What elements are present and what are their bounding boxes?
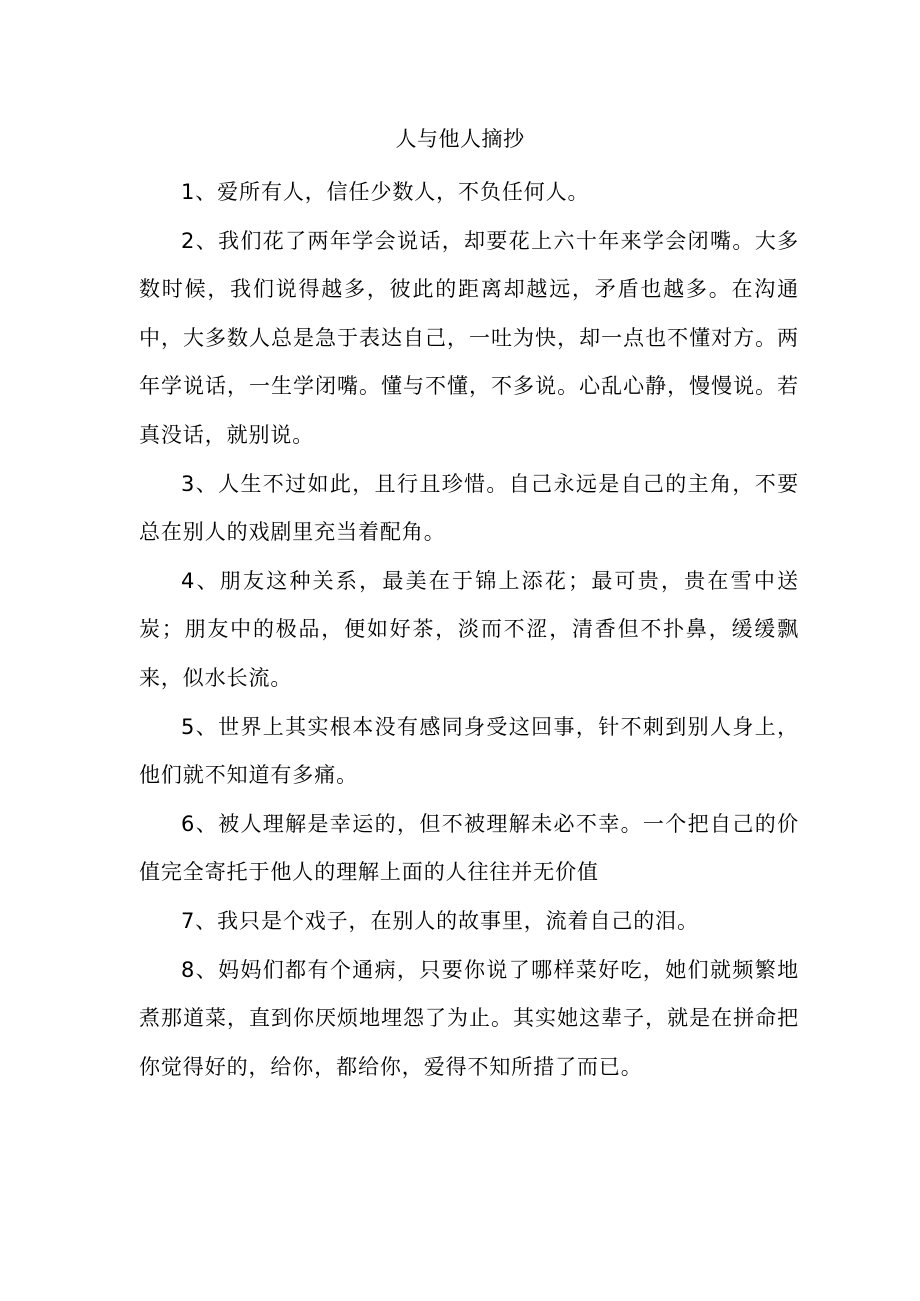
paragraph-6: 6、被人理解是幸运的，但不被理解未必不幸。一个把自己的价值完全寄托于他人的理解上面的人往往并无价值 (139, 811, 799, 885)
document-body (139, 168, 799, 1091)
paragraph-7: 7、我只是个戏子，在别人的故事里，流着自己的泪。 (181, 908, 699, 933)
paragraph-5: 5、世界上其实根本没有感同身受这回事，针不刺到别人身上，他们就不知道有多痛。 (139, 714, 799, 788)
paragraph-3: 3、人生不过如此，且行且珍惜。自己永远是自己的主角，不要总在别人的戏剧里充当着配角。 (139, 471, 799, 545)
paragraph-1: 1、爱所有人，信任少数人，不负任何人。 (181, 180, 590, 204)
paragraph-8: 8、妈妈们都有个通病，只要你说了哪样菜好吃，她们就频繁地煮那道菜，直到你厌烦地埋怨了为止。其实她这辈子，就是在拼命把你觉得好的，给你，都给你，爱得不知所措了而已。 (139, 957, 799, 1079)
paragraph-4: 4、朋友这种关系，最美在于锦上添花；最可贵，贵在雪中送炭；朋友中的极品，便如好茶，淡而不涩，清香但不扑鼻，缓缓飘来，似水长流。 (139, 568, 799, 690)
document-title: 人与他人摘抄 (395, 127, 525, 151)
paragraph-2: 2、我们花了两年学会说话，却要花上六十年来学会闭嘴。大多数时候，我们说得越多，彼此的距离却越远，矛盾也越多。在沟通中，大多数人总是急于表达自己，一吐为快，却一点也不懂对方。两年学说话，一生学闭嘴。懂与不懂，不多说。心乱心静，慢慢说。若真没话，就别说。 (139, 228, 799, 447)
